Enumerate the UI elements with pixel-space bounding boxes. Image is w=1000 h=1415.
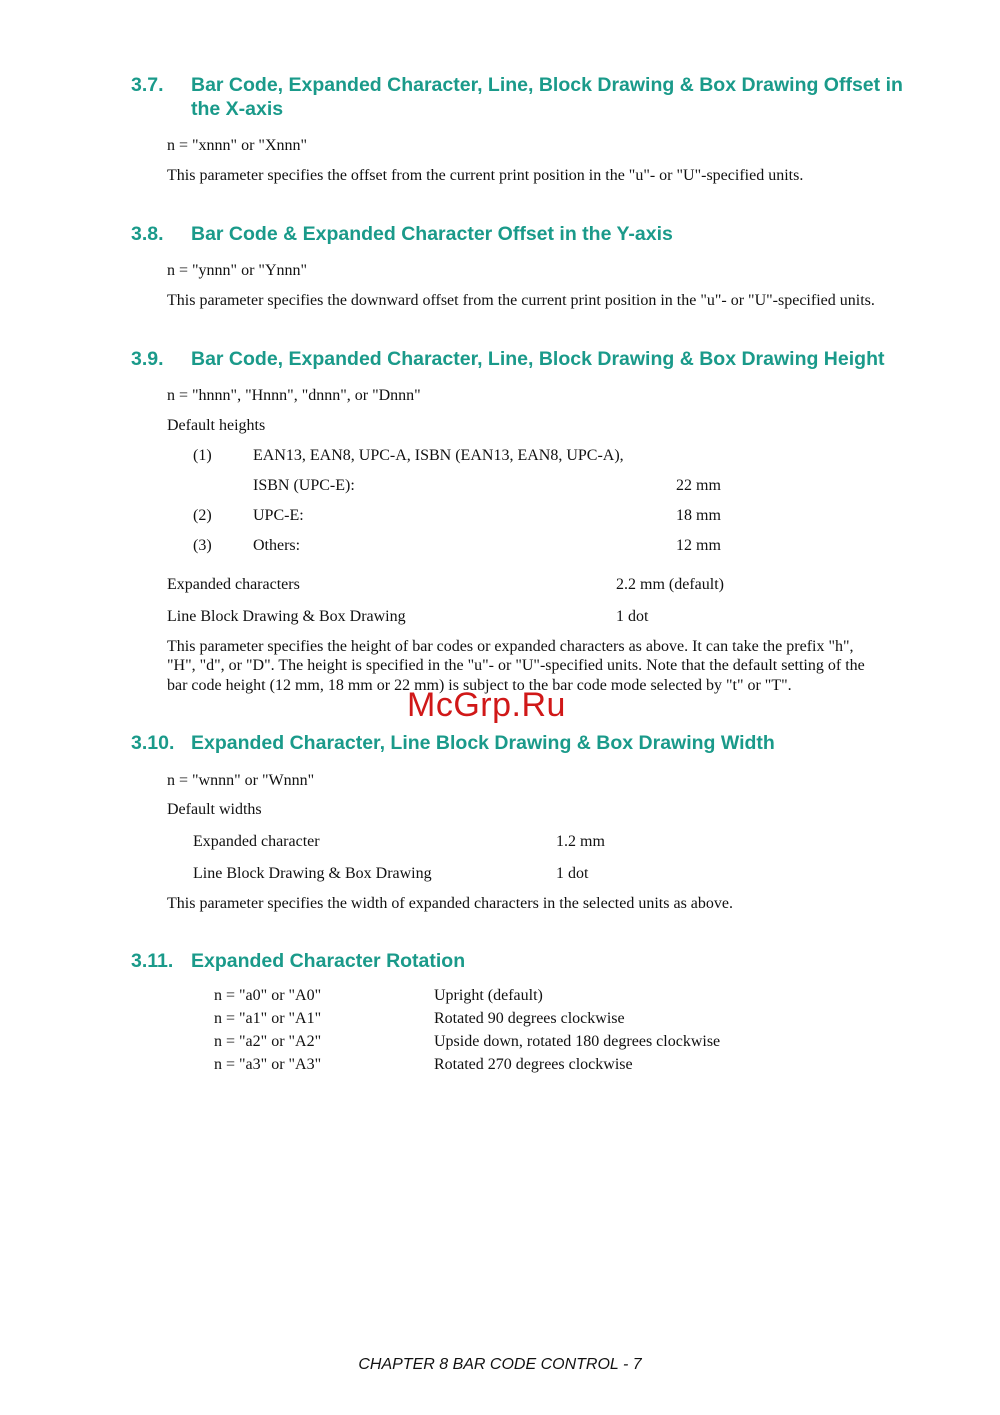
section-3-7-heading xyxy=(131,73,951,123)
default-widths-label: Default widths xyxy=(167,801,262,818)
default-heights-label: Default heights xyxy=(167,417,266,434)
list-item-label: Others: xyxy=(253,537,301,554)
rotation-meaning: Upright (default) xyxy=(434,987,543,1004)
section-number: 3.9. xyxy=(131,348,164,370)
section-title-line-2: the X-axis xyxy=(191,98,284,120)
section-number: 3.11. xyxy=(131,950,174,972)
width-row-label: Line Block Drawing & Box Drawing xyxy=(193,865,432,882)
width-row-value: 1.2 mm xyxy=(556,833,605,850)
rotation-code: n = "a3" or "A3" xyxy=(214,1056,322,1073)
rotation-meaning: Rotated 90 degrees clockwise xyxy=(434,1010,625,1027)
section-number: 3.7. xyxy=(131,74,164,96)
section-title-line-1: Bar Code, Expanded Character, Line, Block Drawing & Box Drawing Offset in xyxy=(191,74,903,96)
width-row-value: 1 dot xyxy=(556,865,589,882)
section-3-9-heading xyxy=(131,347,951,373)
section-title: Expanded Character, Line Block Drawing & Box Drawing Width xyxy=(191,732,775,754)
syntax-line: n = "hnnn", "Hnnn", "dnnn", or "Dnnn" xyxy=(167,387,421,404)
list-item-index: (3) xyxy=(193,537,212,554)
rotation-code: n = "a0" or "A0" xyxy=(214,987,322,1004)
description-line-2: "H", "d", or "D". The height is specified in the "u"- or "U"-specified units. Note that the default setting of the xyxy=(167,657,865,674)
extra-value: 2.2 mm (default) xyxy=(616,576,724,593)
section-3-11-heading xyxy=(131,949,951,975)
section-title: Bar Code, Expanded Character, Line, Block Drawing & Box Drawing Height xyxy=(191,348,885,370)
rotation-code: n = "a1" or "A1" xyxy=(214,1010,322,1027)
section-number: 3.8. xyxy=(131,223,164,245)
list-item-value: 12 mm xyxy=(676,537,721,554)
rotation-meaning: Upside down, rotated 180 degrees clockwise xyxy=(434,1033,721,1050)
syntax-line: n = "xnnn" or "Xnnn" xyxy=(167,137,308,154)
extra-label: Line Block Drawing & Box Drawing xyxy=(167,608,406,625)
description-line-3: bar code height (12 mm, 18 mm or 22 mm) is subject to the bar code mode selected by "t" or "T". xyxy=(167,677,792,694)
section-3-8-heading xyxy=(131,222,951,248)
description: This parameter specifies the offset from the current print position in the "u"- or "U"-specified units. xyxy=(167,167,804,184)
description: This parameter specifies the downward offset from the current print position in the "u"- or "U"-specified units. xyxy=(167,292,875,309)
list-item-label: EAN13, EAN8, UPC-A, ISBN (EAN13, EAN8, UPC-A), xyxy=(253,447,624,464)
section-title: Expanded Character Rotation xyxy=(191,950,466,972)
extra-value: 1 dot xyxy=(616,608,649,625)
extra-label: Expanded characters xyxy=(167,576,300,593)
syntax-line: n = "wnnn" or "Wnnn" xyxy=(167,772,315,789)
section-title: Bar Code & Expanded Character Offset in the Y-axis xyxy=(191,223,673,245)
page-footer: CHAPTER 8 BAR CODE CONTROL - 7 xyxy=(358,1356,642,1373)
rotation-meaning: Rotated 270 degrees clockwise xyxy=(434,1056,633,1073)
list-item-label-cont: ISBN (UPC-E): xyxy=(253,477,355,494)
list-item-value: 22 mm xyxy=(676,477,721,494)
list-item-label: UPC-E: xyxy=(253,507,304,524)
rotation-code: n = "a2" or "A2" xyxy=(214,1033,322,1050)
description-line-1: This parameter specifies the height of bar codes or expanded characters as above. It can take the prefix "h", xyxy=(167,638,854,655)
section-number: 3.10. xyxy=(131,732,175,754)
width-row-label: Expanded character xyxy=(193,833,320,850)
list-item-index: (1) xyxy=(193,447,212,464)
list-item-index: (2) xyxy=(193,507,212,524)
section-3-10-heading xyxy=(131,731,951,757)
list-item-value: 18 mm xyxy=(676,507,721,524)
syntax-line: n = "ynnn" or "Ynnn" xyxy=(167,262,308,279)
description: This parameter specifies the width of expanded characters in the selected units as above. xyxy=(167,895,733,912)
watermark-logo: McGrp.Ru xyxy=(407,686,566,724)
